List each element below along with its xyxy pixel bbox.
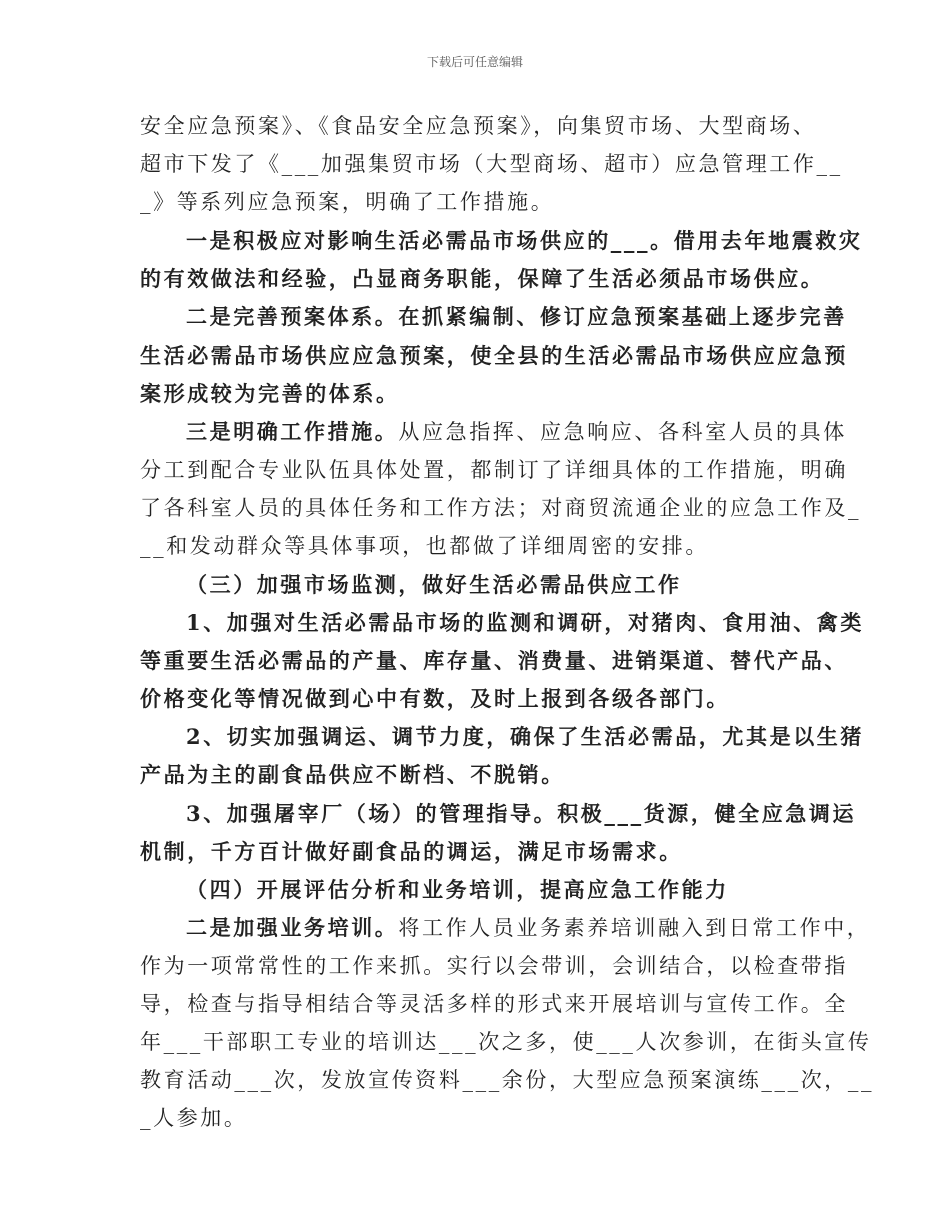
section-heading: （四）开展评估分析和业务培训，提高应急工作能力 — [186, 877, 729, 902]
text-line: 生活必需品市场供应应急预案，使全县的生活必需品市场供应应急预 — [140, 343, 848, 368]
text-line: 二是完善预案体系。在抓紧编制、修订应急预案基础上逐步完善 — [186, 304, 847, 329]
text-line: 作为一项常常性的工作来抓。实行以会带训，会训结合，以检查带指 — [140, 954, 848, 978]
text-line: 案形成较为完善的体系。 — [140, 381, 400, 406]
text-line: 教育活动___次，发放宣传资料___余份，大型应急预案演练___次，__ — [140, 1068, 875, 1092]
bold-lead: 三是明确工作措施。 — [186, 419, 399, 444]
text-line: 1、加强对生活必需品市场的监测和调研，对猪肉、食用油、禽类 — [186, 610, 865, 635]
page-header: 下载后可任意编辑 — [426, 55, 523, 69]
text-line — [186, 914, 870, 942]
bold-lead: 二是加强业务培训。 — [186, 915, 399, 940]
section-heading: （三）加强市场监测，做好生活必需品供应工作 — [186, 572, 682, 597]
text-line: 超市下发了《___加强集贸市场（大型商场、超市）应急管理工作__ — [140, 152, 843, 176]
text-line: _》等系列应急预案，明确了工作措施。 — [140, 190, 555, 214]
text-line: 机制，千方百计做好副食品的调运，满足市场需求。 — [140, 839, 683, 864]
text-line: 产品为主的副食品供应不断档、不脱销。 — [140, 762, 565, 787]
text-line: 导，检查与指导相结合等灵活多样的形式来开展培训与宣传工作。全 — [140, 992, 848, 1016]
text-line: 安全应急预案》、《食品安全应急预案》，向集贸市场、大型商场、 — [140, 114, 817, 138]
text-line: 一是积极应对影响生活必需品市场供应的___。借用去年地震救灾 — [186, 228, 863, 253]
text-line — [186, 418, 847, 446]
text-line: _人参加。 — [140, 1106, 248, 1130]
line-rest: 从应急指挥、应急响应、各科室人员的具体 — [398, 420, 847, 444]
text-line: 分工到配合专业队伍具体处置，都制订了详细具体的工作措施，明确 — [140, 458, 848, 482]
text-line: 价格变化等情况做到心中有数，及时上报到各级各部门。 — [140, 686, 730, 711]
text-line: 等重要生活必需品的产量、库存量、消费量、进销渠道、替代产品、 — [140, 648, 848, 673]
text-line: 2、切实加强调运、调节力度，确保了生活必需品，尤其是以生猪 — [186, 724, 865, 749]
text-line: 的有效做法和经验，凸显商务职能，保障了生活必须品市场供应。 — [140, 266, 825, 291]
text-line: 年___干部职工专业的培训达___次之多，使___人次参训，在街头宣传 — [140, 1030, 872, 1054]
text-line: 3、加强屠宰厂（场）的管理指导。积极___货源，健全应急调运 — [186, 801, 857, 826]
text-line: 了各科室人员的具体任务和工作方法；对商贸流通企业的应急工作及_ — [140, 496, 862, 520]
line-rest: 将工作人员业务素养培训融入到日常工作中， — [398, 916, 871, 940]
text-line: __和发动群众等具体事项，也都做了详细周密的安排。 — [140, 534, 709, 558]
